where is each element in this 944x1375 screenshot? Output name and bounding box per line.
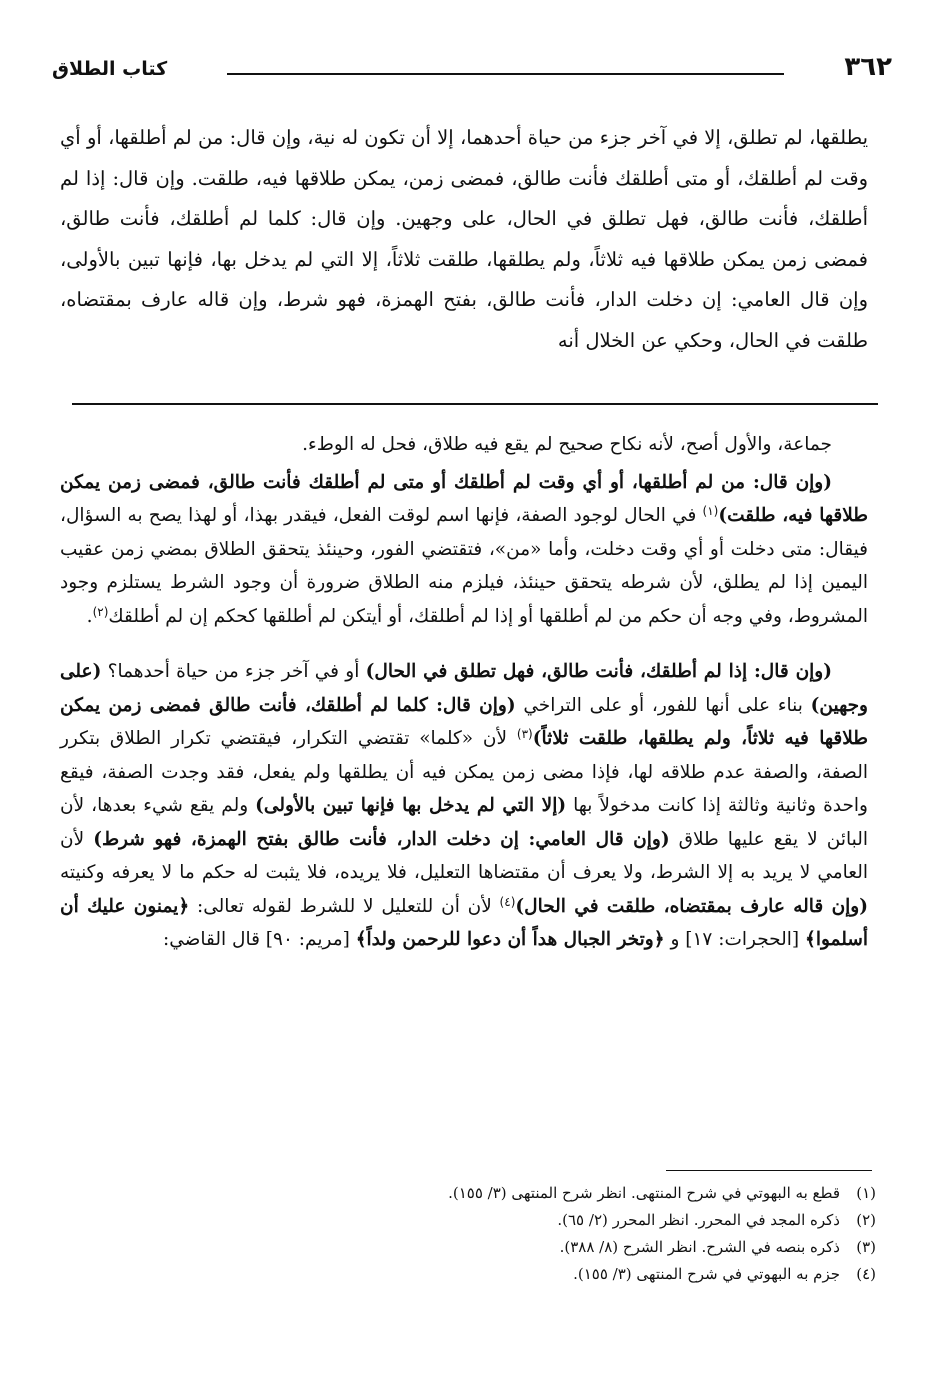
commentary-text: أو في آخر جزء من حياة أحدهما؟	[101, 661, 366, 682]
footnote-item	[76, 1234, 876, 1261]
footnote-ref-2[interactable]: (٢)	[92, 604, 109, 619]
quran-verse: ﴿وتخر الجبال هداً أن دعوا للرحمن ولداً﴾	[355, 929, 665, 950]
footnote-number: (٢)	[856, 1211, 876, 1229]
quoted-text: (إلا التي لم يدخل بها فإنها تبين بالأولى)	[255, 795, 567, 816]
page-number: ٣٦٢	[844, 52, 892, 82]
main-text	[60, 118, 868, 362]
commentary	[60, 428, 868, 979]
commentary-paragraph-3	[60, 655, 868, 957]
page-header	[52, 52, 892, 86]
commentary-text: .	[86, 605, 93, 627]
chapter-title: كتاب الطلاق	[52, 58, 168, 80]
footnote-divider	[666, 1170, 872, 1171]
footnote-ref-3[interactable]: (٣)	[516, 727, 533, 741]
footnote-number: (٣)	[856, 1238, 876, 1256]
quran-verse: ﴿يمنون عليك أن أسلموا﴾	[60, 895, 868, 950]
quoted-text: (وإن قال: إذا لم أطلقك، فأنت طالق، فهل تطلق في الحال)	[365, 661, 832, 682]
commentary-text: لأن العامي لا يريد به إلا الشرط، ولا يعرف أن مقتضاها التعليل، فلا يريده، فلا يثبت له حكم ما لا يعرفه وكنيته	[60, 828, 868, 883]
commentary-text: [مريم: ٩٠] قال القاضي:	[162, 929, 356, 950]
footnote-item	[76, 1180, 876, 1207]
header-rule	[227, 73, 784, 75]
footnote-ref-1[interactable]: (١)	[702, 504, 719, 518]
main-text-divider	[72, 403, 878, 405]
footnote-ref-4[interactable]: (٤)	[499, 894, 516, 909]
footnote-number: (٤)	[856, 1265, 876, 1283]
footnote-text: قطع به البهوتي في شرح المنتهى. انظر شرح المنتهى (٣/ ١٥٥).	[448, 1184, 840, 1202]
commentary-text: ولم يقع شيء بعدها، لأن البائن لا يقع عليها طلاق	[60, 795, 868, 850]
quoted-text: (وإن قال: كلما لم أطلقك، فأنت طالق فمضى زمن يمكن طلاقها فيه ثلاثاً، ولم يطلقها، طلقت ثلاثاً)	[60, 694, 869, 749]
commentary-paragraph-1: جماعة، والأول أصح، لأنه نكاح صحيح لم يقع فيه طلاق، فحل له الوطء.	[302, 434, 832, 455]
commentary-paragraph-2	[60, 466, 868, 634]
main-text-paragraph: يطلقها، لم تطلق، إلا في آخر جزء من حياة أحدهما، إلا أن تكون له نية، وإن قال: من لم أطلقها، أو أي وقت لم أطلقك، أو متى أطلقك فأنت طالق، فمضى زمن، يمكن طلاقها فيه، طلقت. وإن قال: إذا لم أطلقك، فأنت طالق، فهل تطلق في الحال، على وجهين. وإن قال: كلما لم أطلقك، فأنت طالق، فمضى زمن يمكن طلاقها فيه ثلاثاً، ولم يطلقها، طلقت ثلاثاً، إلا التي لم يدخل بها، فإنها تبين بالأولى، وإن قال العامي: إن دخلت الدار، فأنت طالق، بفتح الهمزة، فهو شرط، وإن قاله عارف بمقتضاه، طلقت في الحال، وحكي عن الخلال أنه	[60, 126, 868, 352]
commentary-text: في الحال لوجود الصفة، فإنها اسم لوقت الفعل، فيقدر بهذا، أو لهذا يصح به السؤال، فيقال: متى دخلت أو أي وقت دخلت، وأما «من»، فتقتضي الفور، وحينئذ يتحقق الطلاق بمضي زمن عقيب اليمين إذا لم يطلق، لأن شرطه يتحقق حينئذ، فيلزم منه الطلاق ضرورة أن وجود الشرط يستلزم وجود المشروط، وفي وجه أن حكم من لم أطلقها أو إذا لم أطلقك، أو أيتكن لم أطلقها كحكم إن لم أطلقك	[60, 505, 868, 627]
commentary-text: بناء على أنها للفور، أو على التراخي	[515, 694, 811, 716]
footnote-item	[76, 1207, 876, 1234]
quoted-text: (وإن قاله عارف بمقتضاه، طلقت في الحال)	[515, 895, 868, 917]
footnotes-list	[76, 1180, 876, 1288]
commentary-text: لأن «كلما» تقتضي التكرار، فيقتضي تكرار الطلاق بتكرر الصفة، والصفة عدم طلاقه لها، فإذا مضى زمن يمكن فيه أن يطلقها ولم يفعل، فقد وجدت الصفة، فيقع واحدة وثانية وثالثة إذا كانت مدخولاً بها	[60, 728, 868, 816]
quoted-text: (على وجهين)	[60, 661, 868, 716]
footnote-text: ذكره المجد في المحرر. انظر المحرر (٢/ ٦٥).	[557, 1211, 840, 1229]
footnote-item	[76, 1261, 876, 1288]
quoted-text: (وإن قال العامي: إن دخلت الدار، فأنت طالق بفتح الهمزة، فهو شرط)	[93, 828, 670, 850]
quoted-text: (وإن قال: من لم أطلقها، أو أي وقت لم أطلقك أو متى لم أطلقك فأنت طالق، فمضى زمن يمكن طلاقها فيه، طلقت)	[60, 471, 869, 526]
footnote-text: ذكره بنصه في الشرح. انظر الشرح (٨/ ٣٨٨).	[559, 1238, 840, 1256]
commentary-text: [الحجرات: ١٧] و	[664, 929, 805, 950]
commentary-text: لأن أن للتعليل لا للشرط لقوله تعالى:	[189, 895, 500, 917]
footnote-number: (١)	[856, 1184, 876, 1202]
footnote-text: جزم به البهوتي في شرح المنتهى (٣/ ١٥٥).	[573, 1265, 840, 1283]
